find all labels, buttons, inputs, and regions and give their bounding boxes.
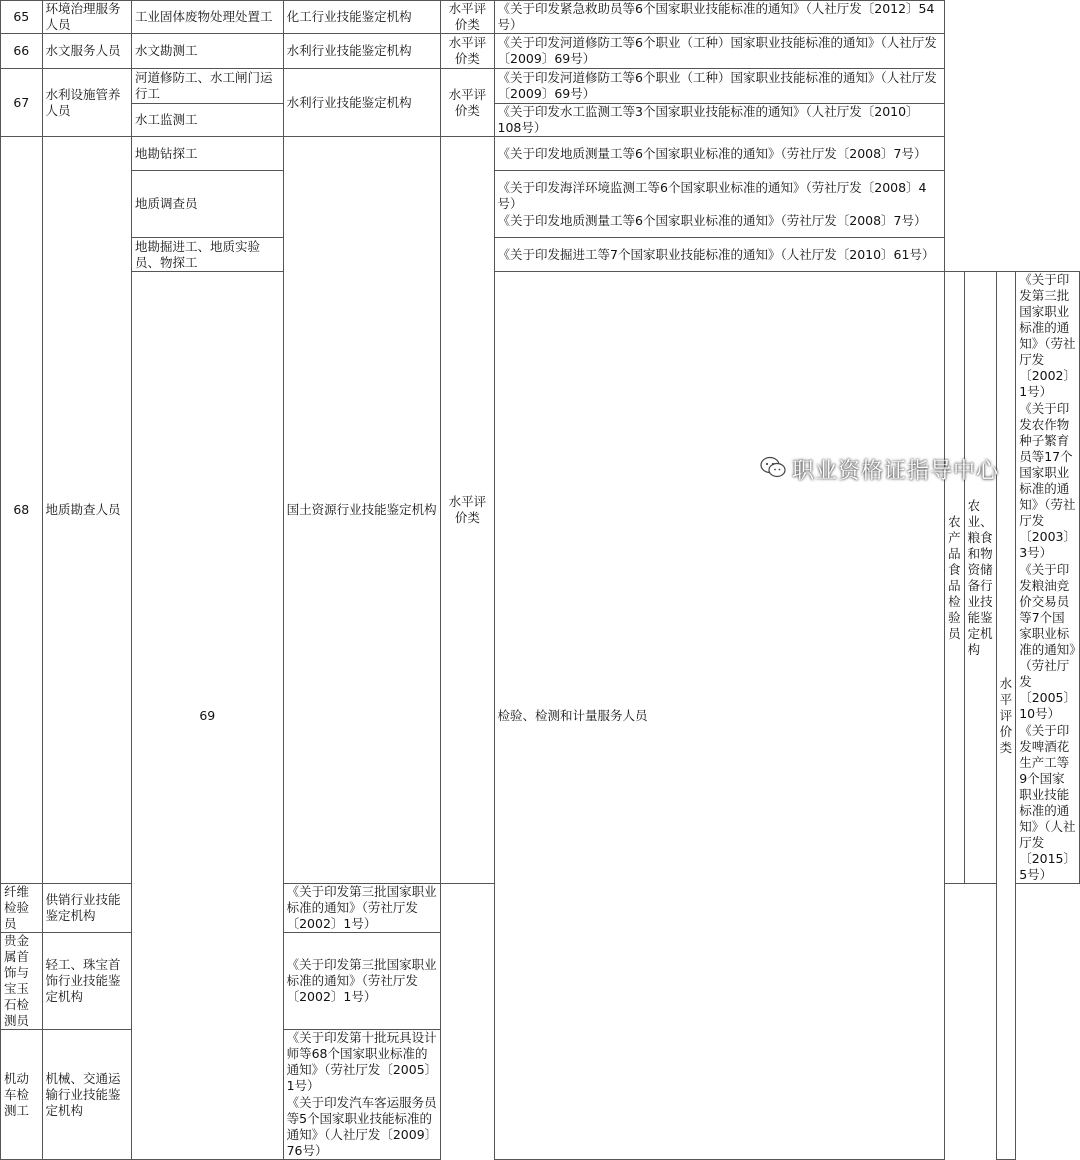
evaluation-type-cell: 水平评价类 <box>441 69 494 137</box>
document-cell: 《关于印发河道修防工等6个职业（工种）国家职业技能标准的通知》（人社厅发〔2009〕69号） <box>494 34 945 69</box>
agency-cell: 轻工、珠宝首饰行业技能鉴定机构 <box>42 933 131 1030</box>
table-row <box>1 69 1080 104</box>
row-number: 66 <box>1 34 43 69</box>
document-line: 《关于印发地质测量工等6个国家职业标准的通知》（劳社厅发〔2008〕7号） <box>497 212 927 228</box>
occupation-cell: 水工监测工 <box>132 104 284 137</box>
agency-cell: 化工行业技能鉴定机构 <box>283 1 441 34</box>
document-line: 《关于印发粮油竞价交易员等7个国家职业标准的通知》（劳社厅发〔2005〕10号） <box>1019 562 1076 721</box>
document-cell <box>283 1030 441 1160</box>
document-cell: 《关于印发紧急救助员等6个国家职业技能标准的通知》（人社厅发〔2012〕54号） <box>494 1 945 34</box>
document-line: 《关于印发海洋环境监测工等6个国家职业标准的通知》（劳社厅发〔2008〕4号） <box>497 179 927 211</box>
occupation-cell: 地质调查员 <box>132 171 284 238</box>
evaluation-type-cell: 水平评价类 <box>441 137 494 884</box>
document-cell <box>1016 272 1080 884</box>
occupation-cell: 水文勘测工 <box>132 34 284 69</box>
occupation-cell: 机动车检测工 <box>1 1030 43 1160</box>
document-line: 《关于印发农作物种子繁育员等17个国家职业标准的通知》（劳社厅发〔2003〕3号） <box>1019 401 1076 560</box>
occupation-cell: 贵金属首饰与宝玉石检测员 <box>1 933 43 1030</box>
agency-cell: 国土资源行业技能鉴定机构 <box>283 137 441 884</box>
row-number: 68 <box>1 137 43 884</box>
category-cell: 水文服务人员 <box>42 34 131 69</box>
agency-cell: 水利行业技能鉴定机构 <box>283 34 441 69</box>
row-number: 67 <box>1 69 43 137</box>
document-line: 《关于印发啤酒花生产工等9个国家职业技能标准的通知》（人社厅发〔2015〕5号） <box>1019 723 1076 882</box>
occupation-cell: 工业固体废物处理处置工 <box>132 1 284 34</box>
agency-cell: 农业、粮食和物资储备行业技能鉴定机构 <box>964 272 996 884</box>
document-cell <box>494 171 945 238</box>
table-row <box>1 104 1080 137</box>
table-row <box>1 272 1080 884</box>
occupation-cell: 纤维检验员 <box>1 884 43 933</box>
agency-cell: 水利行业技能鉴定机构 <box>283 69 441 137</box>
evaluation-type-cell: 水平评价类 <box>441 34 494 69</box>
category-cell: 地质勘查人员 <box>42 137 131 884</box>
evaluation-type-cell: 水平评价类 <box>441 1 494 34</box>
occupation-cell: 河道修防工、水工闸门运行工 <box>132 69 284 104</box>
document-cell: 《关于印发河道修防工等6个职业（工种）国家职业技能标准的通知》（人社厅发〔2009〕69号） <box>494 69 945 104</box>
occupation-cell: 农产品食品检验员 <box>945 272 965 884</box>
table-row <box>1 171 1080 238</box>
document-cell: 《关于印发第三批国家职业标准的通知》（劳社厅发〔2002〕1号） <box>283 884 441 933</box>
agency-cell: 供销行业技能鉴定机构 <box>42 884 131 933</box>
document-line: 《关于印发第十批玩具设计师等68个国家职业标准的通知》（劳社厅发〔2005〕1号） <box>286 1030 438 1093</box>
watermark-text: 职业资格证指导中心 <box>792 459 1000 484</box>
table-row <box>1 137 1080 171</box>
document-cell: 《关于印发地质测量工等6个国家职业标准的通知》（劳社厅发〔2008〕7号） <box>494 137 945 171</box>
row-number: 69 <box>132 272 284 1160</box>
document-cell: 《关于印发掘进工等7个国家职业技能标准的通知》（人社厅发〔2010〕61号） <box>494 238 945 272</box>
category-cell: 环境治理服务人员 <box>42 1 131 34</box>
category-cell: 检验、检测和计量服务人员 <box>494 272 945 1160</box>
row-number: 65 <box>1 1 43 34</box>
document-cell: 《关于印发第三批国家职业标准的通知》（劳社厅发〔2002〕1号） <box>283 933 441 1030</box>
agency-cell: 机械、交通运输行业技能鉴定机构 <box>42 1030 131 1160</box>
document-line: 《关于印发汽车客运服务员等5个国家职业技能标准的通知》（人社厅发〔2009〕76号） <box>286 1095 438 1158</box>
table-row <box>1 238 1080 272</box>
occupation-cell: 地勘钻探工 <box>132 137 284 171</box>
evaluation-type-cell: 水平评价类 <box>996 272 1016 1160</box>
document-line: 《关于印发第三批国家职业标准的通知》（劳社厅发〔2002〕1号） <box>1019 272 1076 399</box>
table-row <box>1 1 1080 34</box>
table-row <box>1 34 1080 69</box>
document-cell: 《关于印发水工监测工等3个国家职业技能标准的通知》（人社厅发〔2010〕108号） <box>494 104 945 137</box>
occupation-cell: 地勘掘进工、地质实验员、物探工 <box>132 238 284 272</box>
category-cell: 水利设施管养人员 <box>42 69 131 137</box>
